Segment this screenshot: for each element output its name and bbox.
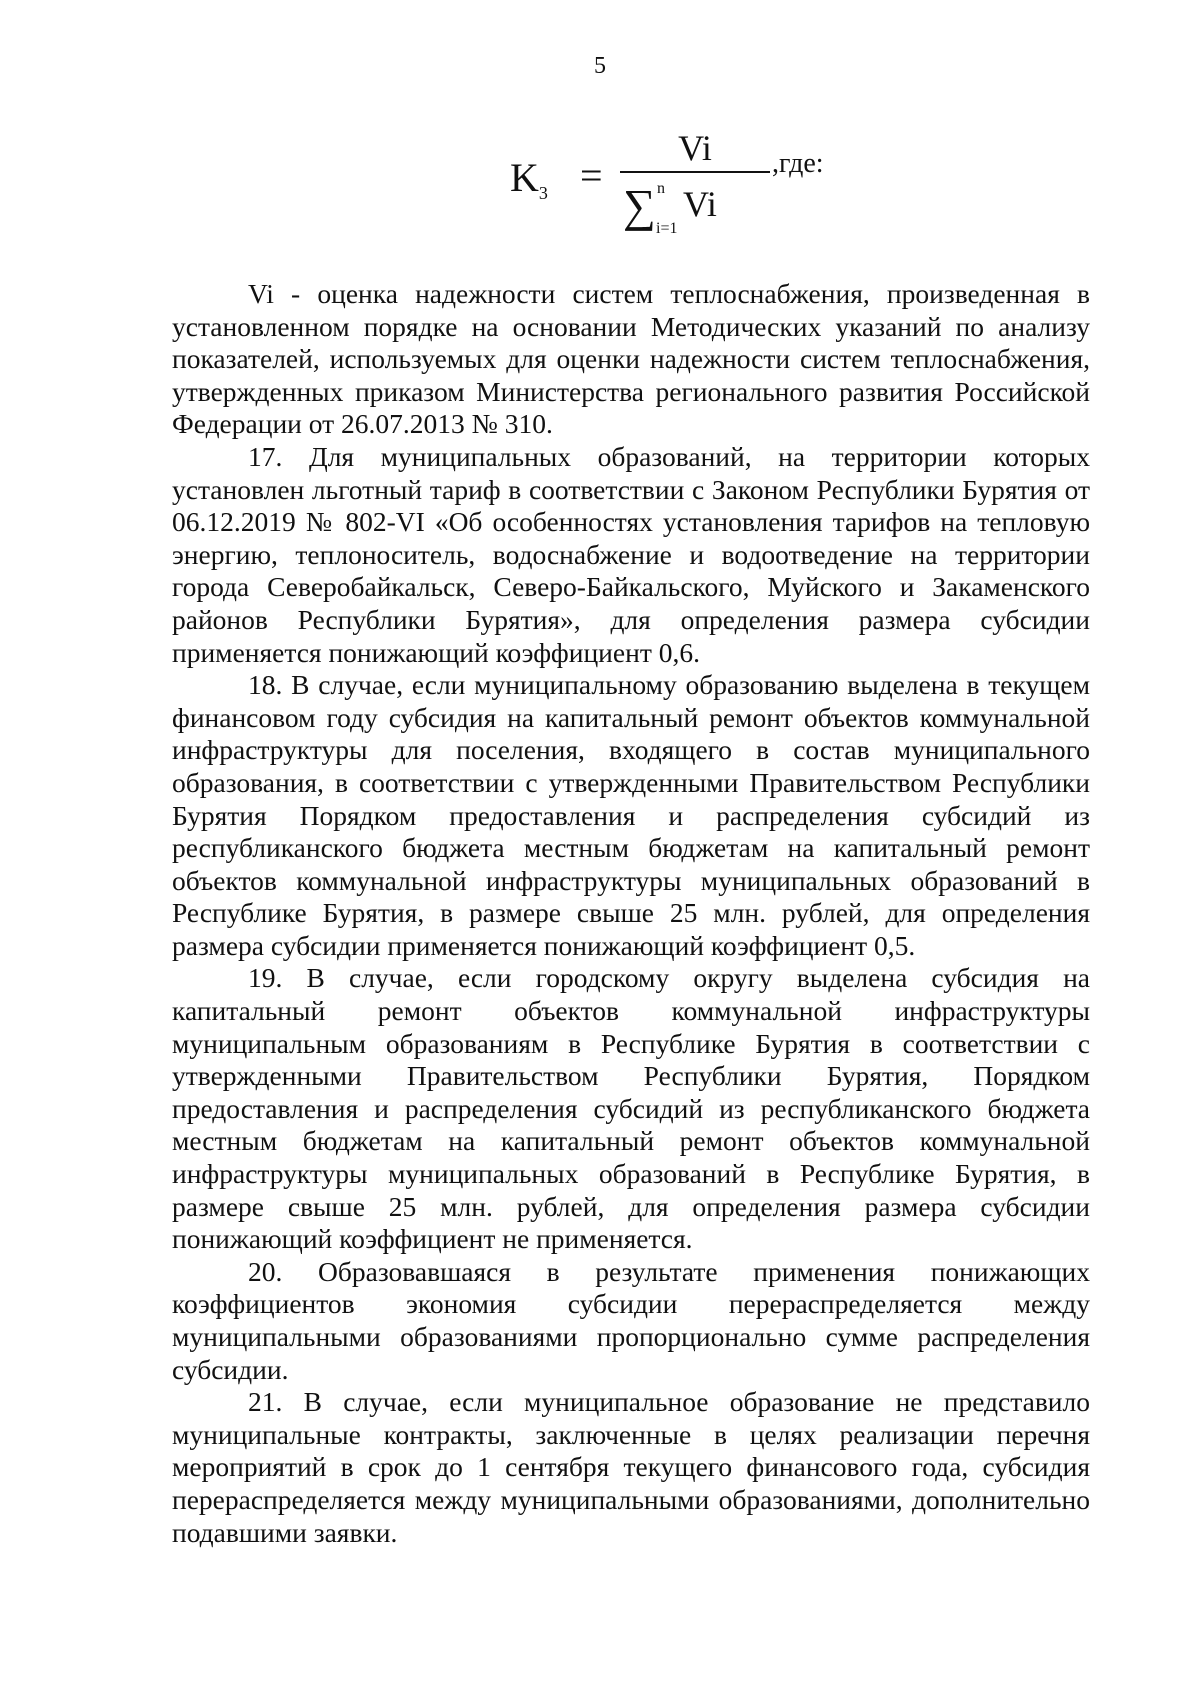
sum-lower-limit: i=1 [656, 220, 678, 237]
paragraph-21: 21. В случае, если муниципальное образование не представило муниципальные контракты, заключенные в целях реализации перечня мероприятий в срок до 1 сентября текущего финансового года, субсидия перераспределяется между муниципальными образованиями, дополнительно подавшими заявки. [172, 1386, 1090, 1548]
formula-numerator: Vi [678, 128, 712, 168]
sum-symbol: ∑ [623, 180, 656, 231]
formula [510, 128, 824, 238]
formula-lhs-letter: K [510, 155, 539, 200]
document-body [172, 278, 1090, 1549]
formula-tail: ,где: [772, 148, 824, 179]
formula-denominator [623, 178, 773, 238]
formula-lhs-subscript: 3 [538, 183, 548, 203]
sum-upper-limit: n [657, 180, 665, 197]
paragraph-20: 20. Образовавшаяся в результате применения понижающих коэффициентов экономия субсидии перераспределяется между муниципальными образованиями пропорционально сумме распределения субсидии. [172, 1255, 1090, 1385]
paragraph-18: 18. В случае, если муниципальному образованию выделена в текущем финансовом году субсидия на капитальный ремонт объектов коммунальной инфраструктуры для поселения, входящего в состав муниципального образования, в соответствии с утвержденными Правительством Республики Бурятия Порядком предоставления и распределения субсидий из республиканского бюджета местным бюджетам на капитальный ремонт объектов коммунальной инфраструктуры муниципальных образований в Республике Бурятия, в размере свыше 25 млн. рублей, для определения размера субсидии применяется понижающий коэффициент 0,5. [172, 669, 1090, 961]
formula-denominator-var: Vi [683, 184, 717, 224]
formula-fraction-bar [620, 171, 770, 173]
paragraph-vi-definition: Vi - оценка надежности систем теплоснабжения, произведенная в установленном порядке на основании Методических указаний по анализу показателей, используемых для оценки надежности систем теплоснабжения, утвержденных приказом Министерства регионального развития Российской Федерации от 26.07.2013 № 310. [172, 278, 1090, 440]
paragraph-17: 17. Для муниципальных образований, на территории которых установлен льготный тариф в соответствии с Законом Республики Бурятия от 06.12.2019 № 802-VI «Об особенностях установления тарифов на тепловую энергию, теплоноситель, водоснабжение и водоотведение на территории города Северобайкальск, Северо-Байкальского, Муйского и Закаменского районов Республики Бурятия», для определения размера субсидии применяется понижающий коэффициент 0,6. [172, 440, 1090, 668]
formula-equals: = [580, 153, 603, 198]
formula-lhs [510, 156, 548, 207]
page-number: 5 [594, 53, 606, 79]
paragraph-19: 19. В случае, если городскому округу выделена субсидия на капитальный ремонт объектов коммунальной инфраструктуры муниципальным образованиям в Республике Бурятия в соответствии с утвержденными Правительством Республики Бурятия, Порядком предоставления и распределения субсидий из республиканского бюджета местным бюджетам на капитальный ремонт объектов коммунальной инфраструктуры муниципальных образований в Республике Бурятия, в размере свыше 25 млн. рублей, для определения размера субсидии понижающий коэффициент не применяется. [172, 962, 1090, 1255]
